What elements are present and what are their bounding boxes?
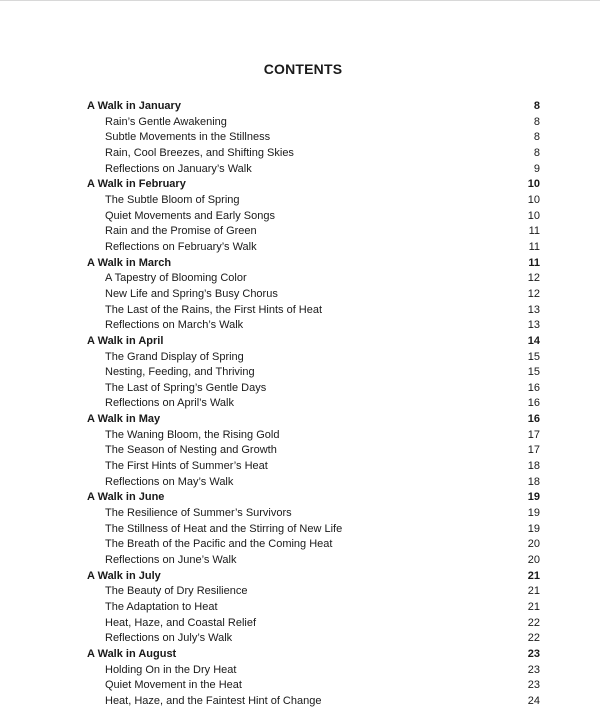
section-page-number: 13 [527, 319, 540, 332]
toc-chapter-entry[interactable] [87, 177, 540, 193]
toc-section-entry[interactable] [87, 443, 540, 459]
chapter-title: A Walk in April [87, 334, 164, 347]
section-title: The Last of the Rains, the First Hints of Heat [105, 303, 323, 316]
page-top-border [0, 0, 600, 1]
section-title: Reflections on May’s Walk [105, 475, 234, 488]
section-page-number: 8 [533, 115, 540, 128]
section-page-number: 23 [527, 679, 540, 692]
chapter-page-number: 10 [527, 178, 540, 191]
section-page-number: 23 [527, 663, 540, 676]
section-title: The Last of Spring’s Gentle Days [105, 381, 267, 394]
toc-section-entry[interactable] [87, 537, 540, 553]
page-title: CONTENTS [263, 61, 343, 77]
chapter-title: A Walk in February [87, 178, 186, 191]
section-title: Subtle Movements in the Stillness [105, 131, 271, 144]
toc-section-entry[interactable] [87, 287, 540, 303]
section-page-number: 16 [527, 397, 540, 410]
chapter-title: A Walk in March [87, 256, 172, 269]
toc-section-entry[interactable] [87, 584, 540, 600]
section-title: The Beauty of Dry Resilience [105, 585, 248, 598]
toc-section-entry[interactable] [87, 209, 540, 225]
section-title: Quiet Movement in the Heat [105, 679, 242, 692]
toc-section-entry[interactable] [87, 678, 540, 694]
chapter-title: A Walk in June [87, 491, 165, 504]
toc-chapter-entry[interactable] [87, 412, 540, 428]
toc-section-entry[interactable] [87, 694, 540, 710]
section-page-number: 21 [527, 601, 540, 613]
section-title: A Tapestry of Blooming Color [105, 272, 247, 285]
section-title: The Stillness of Heat and the Stirring of New Life [105, 522, 343, 535]
table-of-contents [87, 99, 540, 710]
section-title: Reflections on February’s Walk [105, 240, 257, 253]
section-page-number: 11 [528, 240, 540, 253]
section-title: Holding On in the Dry Heat [105, 663, 237, 676]
toc-section-entry[interactable] [87, 381, 540, 397]
section-title: The Grand Display of Spring [105, 350, 244, 363]
section-page-number: 22 [527, 616, 540, 629]
section-title: Rain and the Promise of Green [105, 225, 257, 238]
section-page-number: 19 [527, 522, 540, 535]
chapter-page-number: 11 [528, 256, 540, 269]
toc-section-entry[interactable] [87, 240, 540, 256]
section-page-number: 12 [527, 272, 540, 285]
toc-chapter-entry[interactable] [87, 647, 540, 663]
chapter-page-number: 21 [527, 569, 540, 582]
section-page-number: 10 [527, 193, 540, 206]
section-title: Rain’s Gentle Awakening [105, 115, 227, 128]
chapter-title: A Walk in July [87, 569, 161, 582]
section-title: Quiet Movements and Early Songs [105, 209, 275, 222]
section-page-number: 20 [527, 554, 540, 567]
toc-section-entry[interactable] [87, 115, 540, 131]
section-title: Reflections on June’s Walk [105, 554, 237, 567]
toc-chapter-entry[interactable] [87, 569, 540, 585]
toc-section-entry[interactable] [87, 663, 540, 679]
toc-section-entry[interactable] [87, 600, 540, 616]
toc-section-entry[interactable] [87, 522, 540, 538]
toc-section-entry[interactable] [87, 146, 540, 162]
toc-section-entry[interactable] [87, 350, 540, 366]
chapter-page-number: 19 [527, 491, 540, 504]
chapter-page-number: 8 [533, 100, 540, 112]
section-title: The First Hints of Summer’s Heat [105, 460, 268, 473]
toc-section-entry[interactable] [87, 396, 540, 412]
toc-section-entry[interactable] [87, 303, 540, 319]
section-page-number: 21 [527, 585, 540, 598]
section-page-number: 8 [533, 131, 540, 144]
toc-section-entry[interactable] [87, 631, 540, 647]
section-page-number: 13 [527, 303, 540, 316]
toc-section-entry[interactable] [87, 428, 540, 444]
toc-section-entry[interactable] [87, 553, 540, 569]
section-page-number: 15 [527, 366, 540, 379]
chapter-title: A Walk in May [87, 413, 161, 426]
section-page-number: 16 [527, 381, 540, 394]
toc-section-entry[interactable] [87, 130, 540, 146]
section-page-number: 18 [527, 475, 540, 488]
toc-section-entry[interactable] [87, 162, 540, 178]
toc-section-entry[interactable] [87, 506, 540, 522]
section-title: Rain, Cool Breezes, and Shifting Skies [105, 146, 294, 159]
section-page-number: 8 [533, 146, 540, 159]
section-page-number: 17 [527, 428, 540, 441]
section-page-number: 17 [527, 444, 540, 457]
toc-section-entry[interactable] [87, 475, 540, 491]
toc-section-entry[interactable] [87, 459, 540, 475]
chapter-page-number: 14 [527, 334, 540, 347]
toc-chapter-entry[interactable] [87, 334, 540, 350]
section-title: Heat, Haze, and Coastal Relief [105, 616, 257, 629]
section-page-number: 9 [533, 162, 540, 175]
toc-section-entry[interactable] [87, 271, 540, 287]
section-title: Reflections on April’s Walk [105, 397, 234, 410]
section-title: Reflections on July’s Walk [105, 632, 233, 645]
section-page-number: 19 [527, 507, 540, 520]
section-page-number: 18 [527, 460, 540, 473]
toc-section-entry[interactable] [87, 365, 540, 381]
section-title: The Adaptation to Heat [105, 601, 218, 613]
section-page-number: 11 [528, 225, 540, 238]
toc-section-entry[interactable] [87, 193, 540, 209]
section-title: New Life and Spring’s Busy Chorus [105, 287, 278, 300]
section-page-number: 12 [527, 287, 540, 300]
section-title: The Resilience of Summer’s Survivors [105, 507, 292, 520]
section-title: The Subtle Bloom of Spring [105, 193, 240, 206]
toc-section-entry[interactable] [87, 318, 540, 334]
toc-chapter-entry[interactable] [87, 99, 540, 115]
section-page-number: 24 [527, 694, 540, 707]
section-title: Reflections on March’s Walk [105, 319, 244, 332]
section-title: The Season of Nesting and Growth [105, 444, 277, 457]
chapter-page-number: 23 [527, 647, 540, 660]
section-title: The Waning Bloom, the Rising Gold [105, 428, 280, 441]
section-title: Reflections on January’s Walk [105, 162, 252, 175]
section-title: The Breath of the Pacific and the Coming Heat [105, 538, 333, 551]
toc-section-entry[interactable] [87, 616, 540, 632]
toc-chapter-entry[interactable] [87, 490, 540, 506]
section-page-number: 15 [527, 350, 540, 363]
section-page-number: 22 [527, 632, 540, 645]
toc-section-entry[interactable] [87, 224, 540, 240]
section-title: Nesting, Feeding, and Thriving [105, 366, 255, 379]
chapter-page-number: 16 [527, 413, 540, 426]
section-page-number: 20 [527, 538, 540, 551]
toc-chapter-entry[interactable] [87, 256, 540, 272]
section-title: Heat, Haze, and the Faintest Hint of Change [105, 694, 322, 707]
chapter-title: A Walk in January [87, 100, 181, 112]
section-page-number: 10 [527, 209, 540, 222]
chapter-title: A Walk in August [87, 647, 177, 660]
